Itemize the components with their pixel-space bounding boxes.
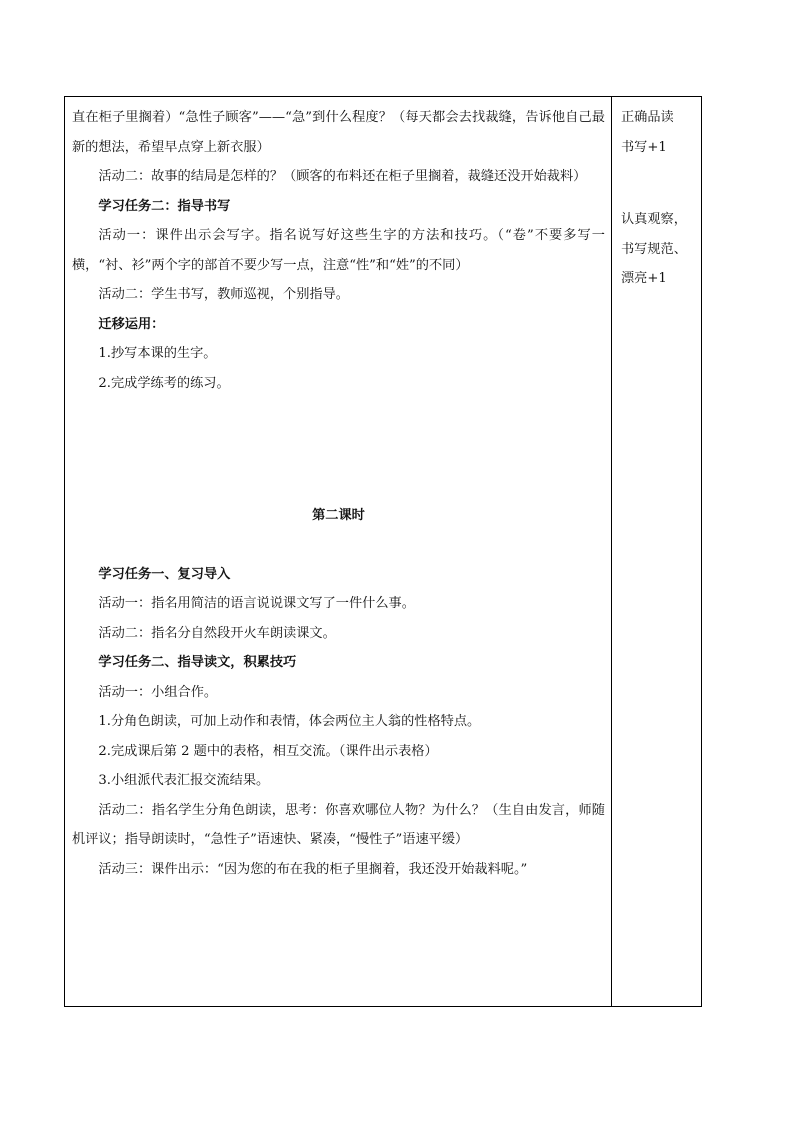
transfer-heading: 迁移运用：	[98, 316, 165, 332]
writing-activity-1: 活动一：课件出示会写字。指名说写好这些生字的方法和技巧。（“卷”不要多写一横，“衬、衫”两个字的部首不要少写一点，注意“性”和“姓”的不同）	[72, 228, 605, 273]
lesson-2-task-2-heading: 学习任务二、指导读文，积累技巧	[98, 655, 297, 670]
eval-2-line-3: 漂亮+1	[621, 271, 667, 286]
lesson-2-heading: 第二课时	[312, 508, 365, 523]
task-2-heading: 学习任务二：指导书写	[98, 198, 231, 214]
spacer	[72, 531, 605, 560]
transfer-item-2: 2.完成学练考的练习。	[98, 375, 230, 391]
lesson-2-activity-1: 活动一：指名用简洁的语言说说课文写了一件什么事。	[98, 596, 415, 611]
lesson-plan-table	[64, 96, 702, 1007]
lesson-2-group-activity: 活动一：小组合作。	[98, 684, 218, 700]
transfer-item-1: 1.抄写本课的生字。	[98, 346, 217, 361]
writing-activity-2: 活动二：学生书写，教师巡视，个别指导。	[98, 287, 349, 302]
role-reading-activity: 活动二：指名学生分角色朗读，思考：你喜欢哪位人物？为什么？（生自由发言，师随机评议；指导朗读时，“急性子”语速快、紧凑，“慢性子”语速平缓）	[72, 802, 605, 847]
spacer	[621, 162, 699, 205]
group-item-3: 3.小组派代表汇报交流结果。	[98, 773, 270, 788]
group-item-2: 2.完成课后第 2 题中的表格，相互交流。（课件出示表格）	[98, 743, 438, 759]
courseware-activity-3: 活动三：课件出示：“因为您的布在我的柜子里搁着，我还没开始裁料呢。”	[98, 861, 528, 877]
lesson-2-activity-2: 活动二：指名分自然段开火车朗读课文。	[98, 625, 336, 641]
main-content-column	[72, 103, 605, 884]
activity-2-story-ending: 活动二：故事的结局是怎样的？（顾客的布料还在柜子里搁着，裁缝还没开始裁料）	[98, 169, 587, 184]
group-item-1: 1.分角色朗读，可加上动作和表情，体会两位主人翁的性格特点。	[98, 714, 481, 729]
lesson-2-task-1-heading: 学习任务一、复习导入	[98, 566, 231, 582]
eval-2-line-1: 认真观察，	[621, 212, 687, 227]
evaluation-column	[621, 103, 699, 294]
eval-1-line-1: 正确品读	[621, 110, 674, 125]
column-divider	[611, 97, 612, 1006]
eval-2-line-2: 书写规范、	[621, 241, 687, 257]
eval-1-line-2: 书写+1	[621, 139, 667, 155]
paragraph-continuation: 直在柜子里搁着）“急性子顾客”——“急”到什么程度？（每天都会去找裁缝，告诉他自己最新的想法，希望早点穿上新衣服）	[72, 110, 605, 155]
spacer	[72, 398, 605, 501]
